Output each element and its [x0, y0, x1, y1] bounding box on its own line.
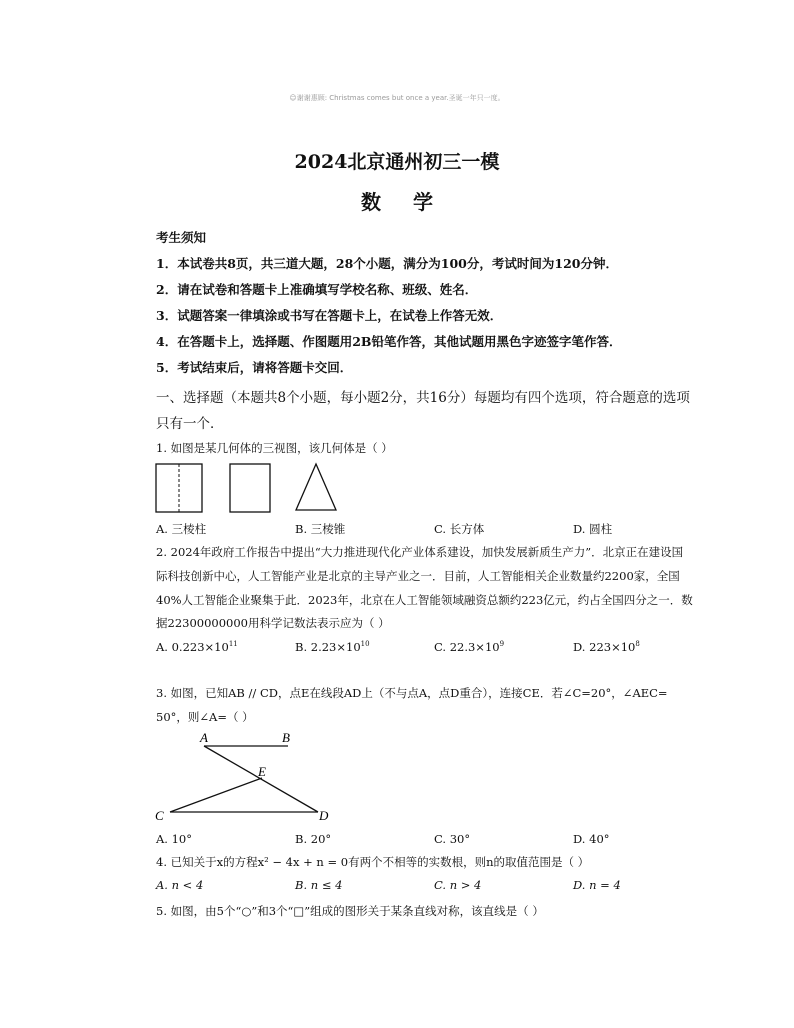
q2-option-d: D. $223\times 10^8$ [573, 640, 640, 654]
q2-option-b: B. $2.23\times 10^{10}$ [295, 640, 370, 654]
watermark: ☺谢谢惠顾: Christmas comes but once a year.圣诞一年只一度。 [289, 94, 505, 102]
notice-item: 3．试题答案一律填涂或书写在答题卡上，在试卷上作答无效． [156, 308, 503, 323]
label-b: B [282, 730, 290, 745]
section-heading-cont: 只有一个． [156, 416, 224, 432]
q1-option-b: B. 三棱锥 [295, 522, 346, 536]
question-3-line: 50°，则∠A=（ ） [156, 710, 254, 724]
q1-option-a: A. 三棱柱 [156, 522, 207, 536]
label-c: C [155, 808, 164, 823]
question-1: 1. 如图是某几何体的三视图，该几何体是（ ） [156, 441, 393, 455]
q2-option-a: A. $0.223\times 10^{11}$ [156, 640, 238, 654]
q4-option-b: B. n ≤ 4 [295, 878, 343, 892]
three-view-figure [150, 460, 350, 516]
q3-option-b: B. 20° [295, 832, 332, 846]
question-2-line: 40%人工智能企业聚集于此．2023年，北京在人工智能领域融资总额约223亿元，约占全国四分之一．数 [156, 593, 693, 607]
q1-option-c: C. 长方体 [434, 522, 485, 536]
q3-option-d: D. 40° [573, 832, 610, 846]
geometry-figure [150, 728, 350, 824]
q3-option-c: C. 30° [434, 832, 471, 846]
label-a: A [200, 730, 208, 745]
page-title: 2024北京通州初三一模 [294, 151, 500, 173]
question-2-line: 际科技创新中心，人工智能产业是北京的主导产业之一．目前，人工智能相关企业数量约2200家，全国 [156, 569, 680, 583]
top-view [296, 464, 336, 510]
subject-title: 数学 [361, 190, 465, 214]
question-5: 5. 如图，由5个“○”和3个“□”组成的图形关于某条直线对称，该直线是（ ） [156, 904, 544, 918]
question-2-line: 据22300000000用科学记数法表示应为（ ） [156, 616, 390, 630]
segment-ce [170, 778, 262, 812]
q2-option-c: C. $22.3\times 10^9$ [434, 640, 505, 654]
q3-option-a: A. 10° [156, 832, 192, 846]
q4-option-d: D. n = 4 [573, 878, 621, 892]
notice-item: 2．请在试卷和答题卡上准确填写学校名称、班级、姓名． [156, 282, 478, 297]
label-e: E [258, 764, 266, 779]
section-heading: 一、选择题（本题共8个小题，每小题2分，共16分）每题均有四个选项，符合题意的选项 [156, 390, 690, 406]
notice-item: 4．在答题卡上，选择题、作图题用2B铅笔作答，其他试题用黑色字迹签字笔作答． [156, 334, 622, 349]
q4-option-a: A. n < 4 [156, 878, 204, 892]
question-3-line: 3. 如图，已知AB // CD，点E在线段AD上（不与点A，点D重合），连接CE．若∠C=20°，∠AEC= [156, 686, 668, 700]
notice-item: 5．考试结束后，请将答题卡交回． [156, 360, 353, 375]
side-view [230, 464, 270, 512]
notice-item: 1．本试卷共8页，共三道大题，28个小题，满分为100分，考试时间为120分钟． [156, 256, 618, 271]
notice-heading: 考生须知 [156, 230, 207, 245]
question-4: 4. 已知关于x的方程x² − 4x + n = 0有两个不相等的实数根，则n的取值范围是（ ） [156, 855, 590, 869]
q4-option-c: C. n > 4 [434, 878, 482, 892]
label-d: D [319, 808, 329, 823]
question-2-line: 2. 2024年政府工作报告中提出“大力推进现代化产业体系建设，加快发展新质生产力”．北京正在建设国 [156, 545, 684, 559]
q1-option-d: D. 圆柱 [573, 522, 613, 536]
